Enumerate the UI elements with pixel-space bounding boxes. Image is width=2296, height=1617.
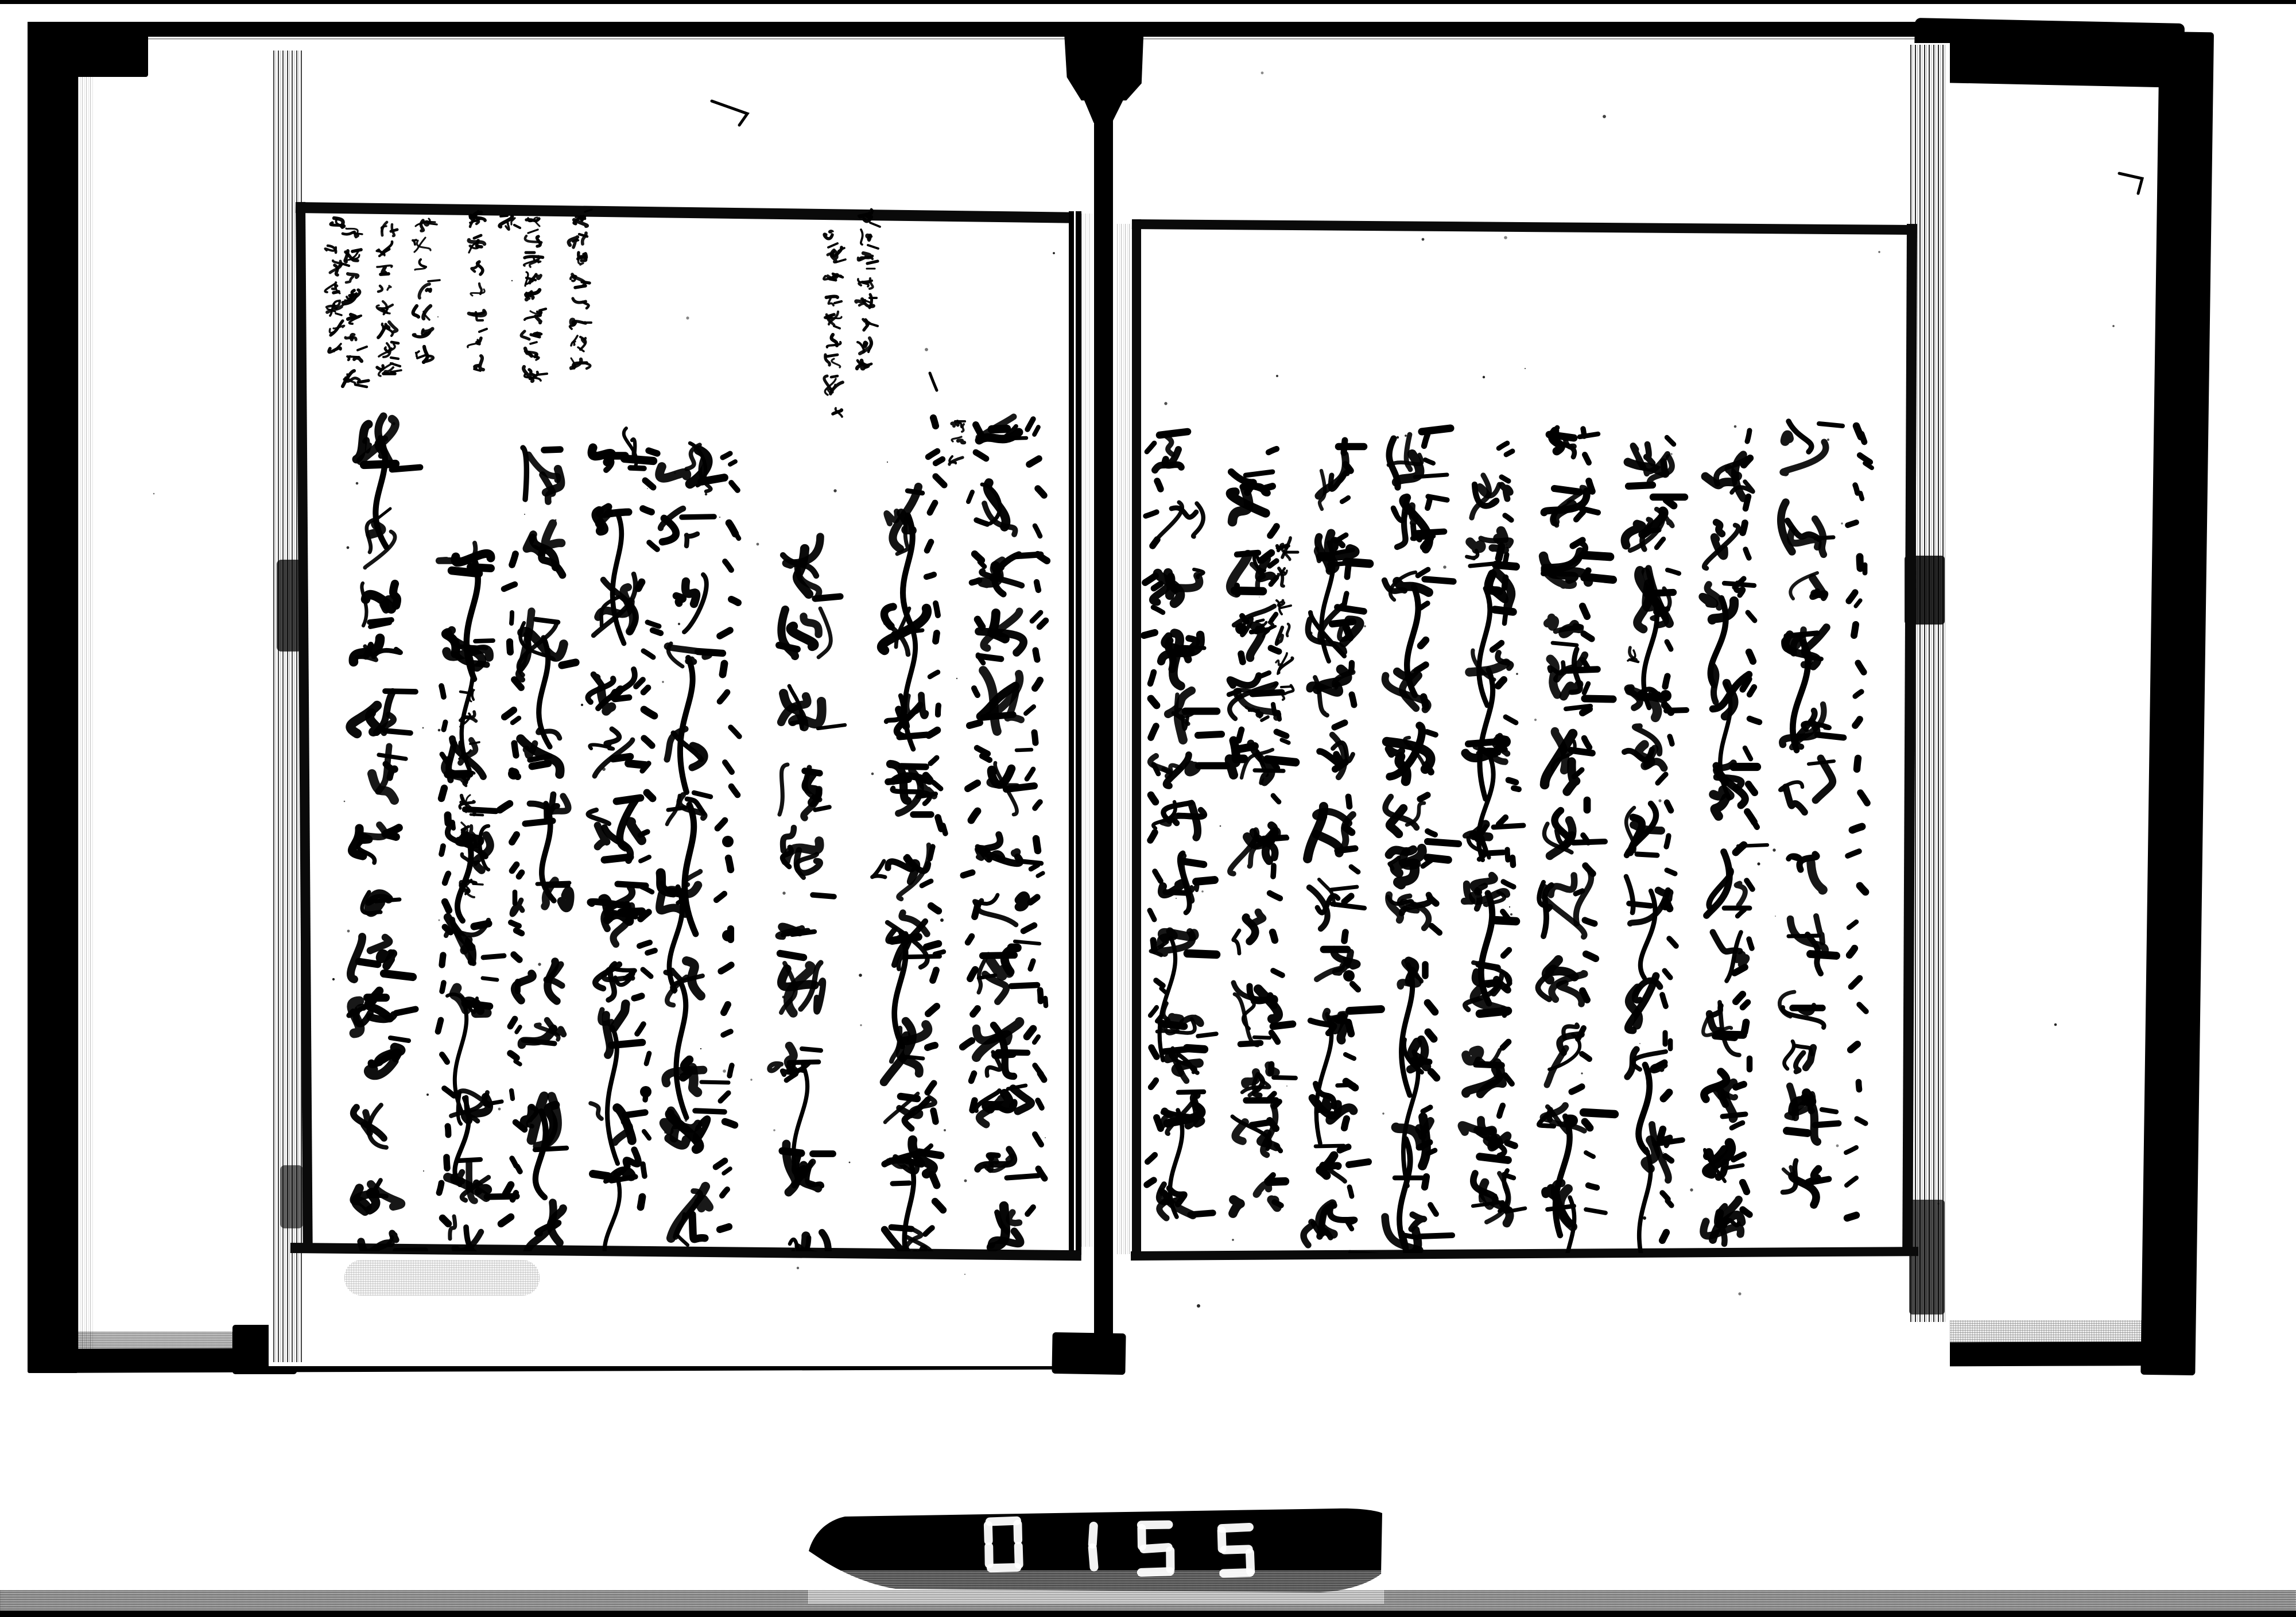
text-column xyxy=(974,417,1041,1247)
speck xyxy=(1860,496,1862,498)
speck xyxy=(356,482,359,485)
speck xyxy=(332,978,335,980)
speck xyxy=(439,920,440,921)
speck xyxy=(1663,1152,1664,1153)
speck xyxy=(344,801,346,802)
speck xyxy=(925,348,928,351)
annotation-column xyxy=(824,231,846,367)
bullet-mark xyxy=(722,930,734,941)
reading-dots-column xyxy=(922,418,945,1234)
speck xyxy=(1261,72,1264,75)
speck xyxy=(1561,434,1565,437)
speck xyxy=(1197,1304,1200,1308)
speck xyxy=(1259,596,1260,598)
speck xyxy=(2112,325,2115,327)
speck xyxy=(1666,1161,1667,1162)
annotation-column xyxy=(499,216,520,230)
speck xyxy=(1254,503,1255,505)
speck xyxy=(662,681,664,683)
speck xyxy=(1509,906,1510,908)
speck xyxy=(719,517,720,518)
speck xyxy=(944,1129,946,1131)
speck xyxy=(1176,898,1177,899)
speck xyxy=(705,493,707,495)
speck xyxy=(1603,115,1606,118)
speck xyxy=(1534,719,1537,721)
speck xyxy=(1581,1072,1583,1074)
text-column xyxy=(1779,421,1844,1205)
text-column xyxy=(1384,428,1459,1359)
bullet-mark xyxy=(508,768,519,780)
speck xyxy=(422,727,424,729)
reading-dots-column xyxy=(1654,437,1679,1240)
speck xyxy=(797,1267,799,1269)
left-page-text xyxy=(325,210,1047,1385)
speck xyxy=(685,1119,688,1122)
speck xyxy=(1836,1145,1839,1147)
text-column xyxy=(1230,472,1296,1213)
speck xyxy=(1878,251,1880,253)
speck xyxy=(555,519,557,521)
speck xyxy=(1658,799,1661,802)
annotation-column xyxy=(1628,647,1638,662)
speck xyxy=(1364,625,1366,627)
speck xyxy=(871,773,874,775)
speck xyxy=(1937,1203,1939,1204)
reading-dots-column xyxy=(1846,426,1872,1218)
speck xyxy=(700,1048,701,1049)
text-column xyxy=(439,543,517,1259)
annotation-column xyxy=(468,211,487,371)
speck xyxy=(423,1170,424,1172)
speck xyxy=(1443,565,1446,569)
annotation-column xyxy=(1276,538,1298,700)
speck xyxy=(750,1079,752,1080)
counter-bottom-fade xyxy=(808,1571,1384,1604)
speck xyxy=(347,546,350,549)
speck xyxy=(773,1129,775,1131)
speck xyxy=(1483,376,1485,378)
speck xyxy=(1384,681,1386,682)
annotation-column xyxy=(343,228,369,387)
scan-specks xyxy=(153,72,2142,1308)
speck xyxy=(426,1093,429,1096)
speck xyxy=(860,1024,862,1026)
speck xyxy=(347,930,350,933)
text-column xyxy=(769,537,845,1273)
text-column xyxy=(1304,447,1381,1255)
speck xyxy=(1282,599,1285,602)
bullet-mark xyxy=(1660,899,1671,910)
speck xyxy=(1309,631,1312,634)
bullet-mark xyxy=(640,1086,651,1098)
annotation-column xyxy=(325,218,349,352)
reading-dots-column xyxy=(1572,429,1597,1188)
bullet-mark xyxy=(1343,970,1355,982)
speck xyxy=(538,963,541,965)
speck xyxy=(392,422,395,425)
speck xyxy=(1232,1239,1234,1241)
speck xyxy=(1422,238,1425,241)
speck xyxy=(1276,375,1278,377)
annotation-column xyxy=(824,376,843,417)
text-column xyxy=(660,443,728,1245)
speck xyxy=(833,489,836,492)
text-column xyxy=(1461,475,1525,1223)
annotation-column xyxy=(521,218,547,381)
speck xyxy=(685,910,688,913)
annotation-column xyxy=(949,421,965,464)
speck xyxy=(1773,848,1775,851)
speck xyxy=(1757,862,1760,865)
speck xyxy=(859,974,862,977)
counter-digit xyxy=(1092,1526,1095,1568)
speck xyxy=(1750,758,1751,759)
speck xyxy=(1407,677,1410,680)
speck xyxy=(887,462,888,463)
text-column xyxy=(1538,428,1615,1332)
speck xyxy=(1525,368,1526,369)
speck xyxy=(1639,1043,1640,1044)
speck xyxy=(678,623,680,625)
text-column xyxy=(1150,432,1227,1218)
annotation-column xyxy=(569,210,592,369)
speck xyxy=(1575,1222,1576,1223)
speck xyxy=(1775,916,1776,917)
speck xyxy=(849,1162,851,1164)
annotation-column xyxy=(413,219,440,362)
speck xyxy=(1643,1216,1646,1220)
bullet-mark xyxy=(722,836,734,847)
speck xyxy=(1397,436,1399,439)
speck xyxy=(581,704,583,706)
speck xyxy=(483,927,486,929)
scratch-mark xyxy=(2119,173,2142,193)
speck xyxy=(602,767,606,771)
speck xyxy=(956,678,957,679)
speck xyxy=(1516,673,1518,675)
scratch-mark xyxy=(712,101,747,125)
text-column xyxy=(872,487,943,1385)
speck xyxy=(1670,453,1672,455)
speck xyxy=(1045,1137,1046,1138)
text-column xyxy=(1624,444,1686,1274)
speck xyxy=(1405,435,1407,437)
speck xyxy=(964,1180,967,1182)
bullet-mark xyxy=(1499,736,1511,747)
speck xyxy=(1164,402,1167,405)
speck xyxy=(524,514,525,515)
text-column xyxy=(512,448,576,1263)
speck xyxy=(498,1108,501,1111)
speck xyxy=(1286,1085,1287,1087)
speck xyxy=(1094,843,1096,846)
speck xyxy=(1841,522,1843,524)
speck xyxy=(1325,711,1327,713)
scratch-mark xyxy=(930,373,937,390)
speck xyxy=(674,472,676,474)
bullet-mark xyxy=(1235,623,1247,634)
speck xyxy=(1734,425,1737,428)
speck xyxy=(757,543,759,546)
reading-dots-column xyxy=(963,425,990,1110)
speck xyxy=(1738,1292,1741,1295)
speck xyxy=(1827,439,1829,441)
speck xyxy=(1382,1112,1384,1114)
speck xyxy=(1220,825,1221,827)
speck xyxy=(437,316,439,317)
bullet-mark xyxy=(1660,690,1671,701)
speck xyxy=(1506,743,1508,746)
speck xyxy=(664,1131,666,1134)
annotation-column xyxy=(377,222,401,376)
speck xyxy=(1053,252,1055,254)
speck xyxy=(511,280,513,281)
speck xyxy=(1504,236,1507,239)
speck xyxy=(647,488,648,489)
speck xyxy=(940,918,944,922)
speck xyxy=(723,1069,726,1073)
speck xyxy=(964,1274,965,1275)
text-column xyxy=(349,416,425,1259)
speck xyxy=(782,996,785,999)
speck xyxy=(438,729,441,732)
speck xyxy=(2054,1023,2057,1026)
right-page-text xyxy=(1144,421,1872,1359)
text-column xyxy=(588,428,653,1266)
speck xyxy=(1510,913,1512,916)
annotation-column xyxy=(856,210,880,369)
speck xyxy=(782,891,785,894)
speck xyxy=(1201,890,1204,893)
speck xyxy=(987,850,990,852)
speck xyxy=(686,316,689,319)
speck xyxy=(153,493,155,495)
speck xyxy=(1690,1188,1693,1191)
